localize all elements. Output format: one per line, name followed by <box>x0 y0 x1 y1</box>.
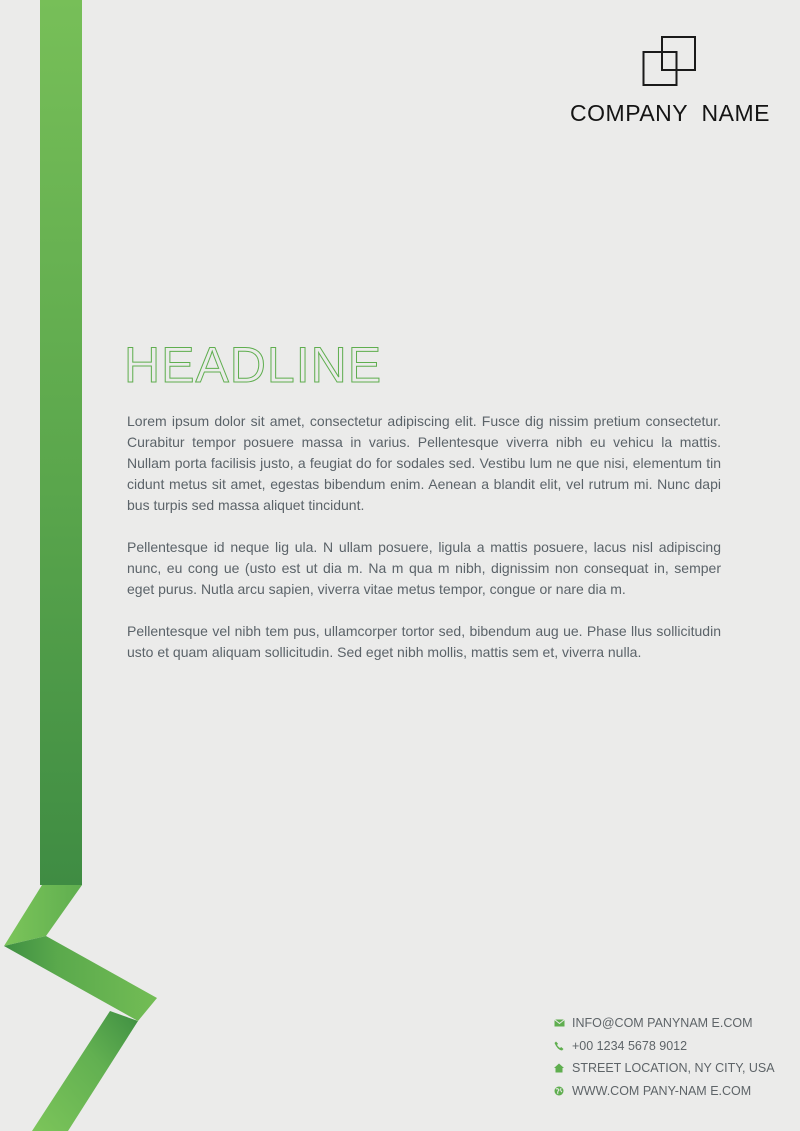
contact-website-text: WWW.COM PANY-NAM E.COM <box>572 1083 752 1098</box>
paragraph: Pellentesque vel nibh tem pus, ullamcorper tortor sed, bibendum aug ue. Phase llus sollicitudin usto et quam aliquam sollicitudin. Sed eget nibh mollis, mattis sem et, viverra nulla. <box>127 623 721 660</box>
paragraph: Lorem ipsum dolor sit amet, consectetur adipiscing elit. Fusce dig nissim pretium consectetur. Curabitur tempor posuere massa in varius. Pellentesque viverra nibh eu vehicu la mattis. Nullam porta facilisis justo, a feugiat do for sodales sed. Vestibu lum ne que nisi, elementum tin cidunt metus sit amet, egestas bibendum enim. Aenean a blandit elit, vel rutrum mi. Nunc dapi bus turpis sed massa aliquet tincidunt. <box>127 413 721 513</box>
headline: HEADLINE <box>124 337 383 393</box>
contact-address <box>554 1057 794 1080</box>
contact-phone-text: +00 1234 5678 9012 <box>572 1038 688 1053</box>
paragraph: Pellentesque id neque lig ula. N ullam posuere, ligula a mattis posuere, lacus nisl adipiscing nunc, eu cong ue (usto est ut dia m. Na m qua m nibh, dignissim non consequat in, semper eget purus. Nutla arcu sapien, viverra vitae metus tempor, congue or nare dia m. <box>127 539 721 597</box>
overlapping-squares-icon <box>640 34 700 90</box>
envelope-icon <box>554 1019 570 1027</box>
globe-icon <box>554 1086 570 1096</box>
phone-icon <box>554 1041 570 1051</box>
contact-block <box>554 1012 794 1102</box>
contact-address-text: STREET LOCATION, NY CITY, USA <box>572 1061 775 1076</box>
contact-website <box>554 1080 794 1103</box>
body-text <box>127 411 721 684</box>
home-icon <box>554 1063 570 1073</box>
company-name: COMPANY NAME <box>570 100 770 126</box>
contact-email <box>554 1012 794 1035</box>
contact-phone <box>554 1035 794 1058</box>
contact-email-text: INFO@COM PANYNAM E.COM <box>572 1016 753 1031</box>
